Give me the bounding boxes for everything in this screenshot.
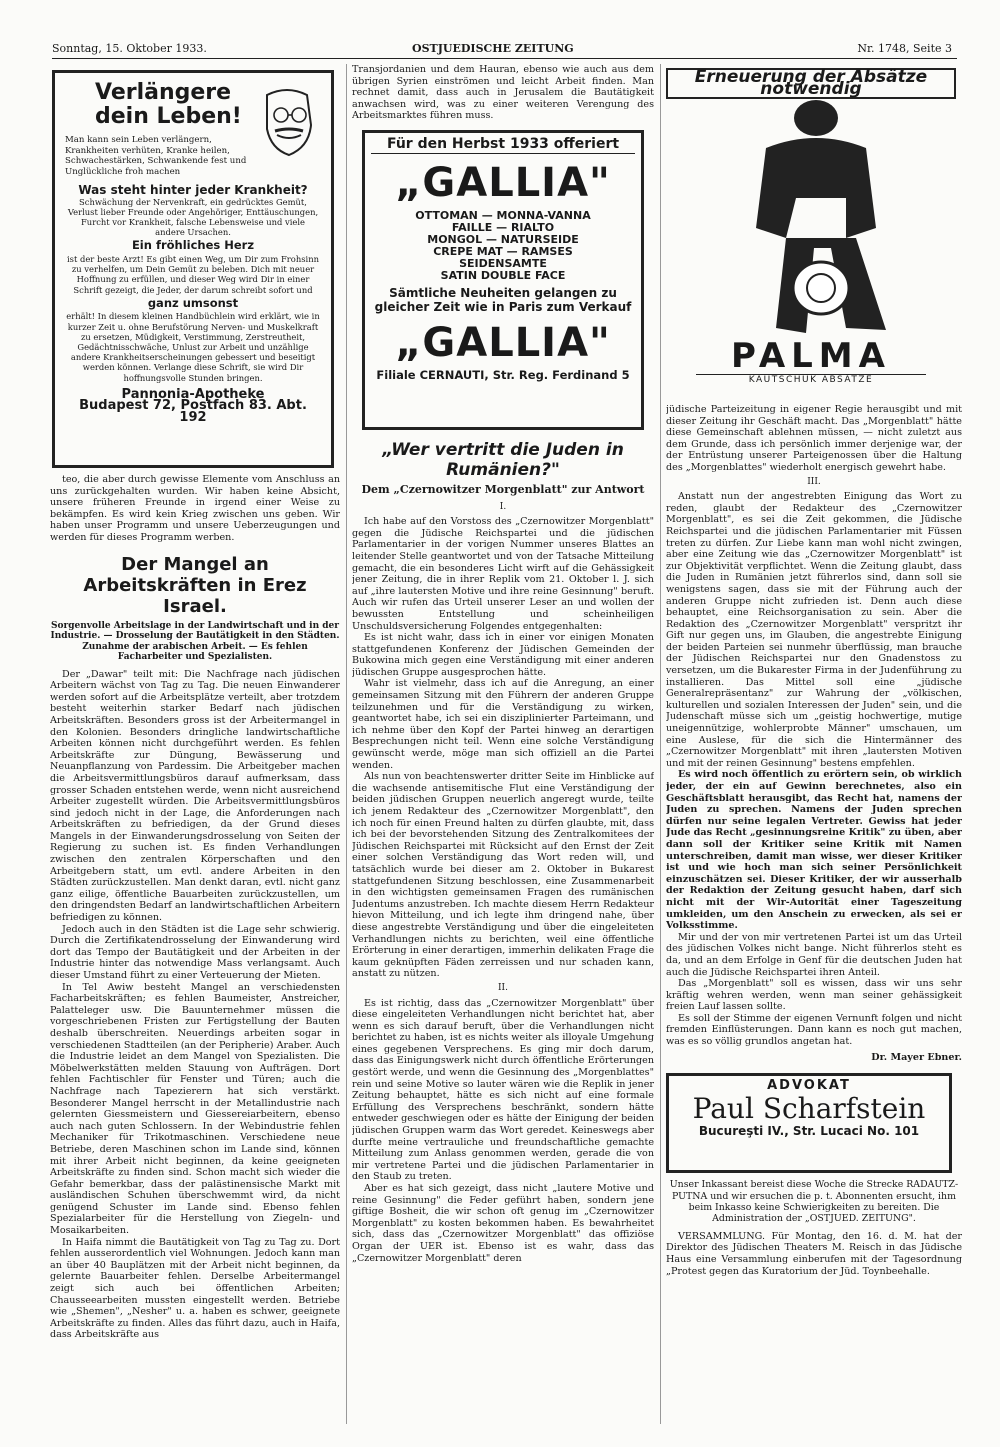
header-rule: [52, 58, 957, 59]
ad-name: Paul Scharfstein: [692, 1091, 926, 1125]
article-title: „Wer vertritt die Juden in Rumänien?": [382, 439, 624, 480]
article-paragraph: Mir und der von mir vertretenen Partei ist um das Urteil des jüdischen Volkes nicht bange. Nicht führerlos steht es da, und an dem Erfolge in Genf für die deutschen Juden hat auch die Jüdische Reichspartei ihren Anteil.: [666, 931, 962, 978]
ad-paragraph: erhält! In diesem kleinen Handbüchlein wird erklärt, wie in kurzer Zeit u. ohne Berufstörung Nerven- und Muskelkraft zu ersetzen, Müdigkeit, Verstimmung, Zerstreutheit, Gedächtnisschwäche, Unlust zur Arbeit und unzählige andere Krankheitserscheinungen gebessert und beseitigt werden können. Verlange diese Schrift, sie wird Dir hoffnungsvolle Stunden bringen.: [66, 311, 320, 383]
article-paragraph: Wahr ist vielmehr, dass ich auf die Anregung, an einer gemeinsamen Sitzung mit den Führern der anderen Gruppe teilzunehmen und für die Verständigung zu wirken, geantwortet habe, ich sei ein disziplinierter Parteimann, und ich nehme über den Kopf der Partei hinweg an derartigen Besprechungen nicht teil. Wenn eine solche Verständigung gewünscht werde, möge man sich offiziell an die Partei wenden.: [352, 678, 654, 771]
article-paragraph: Das „Morgenblatt" soll es wissen, dass wir uns sehr kräftig wehren werden, wenn man seiner gehässigkeit freien Lauf lassen sollte.: [666, 978, 962, 1013]
ad-signature-name: Pannonia-Apotheke: [121, 386, 265, 402]
article-paragraph: Aber es hat sich gezeigt, dass nicht „lautere Motive und reine Gesinnung" die Feder geführt haben, sondern jene giftige Bosheit, die wir schon oft genug im „Czernowitzer Morgenblatt" zu kosten bekommen haben. Es bewahrheitet sich, dass das „Czernowitzer Morgenblatt" das offiziöse Organ der UER ist. Ebenso ist es wahr, dass das „Czernowitzer Morgenblatt" deren: [352, 1183, 654, 1264]
ad-item: CREPE MAT — RAMSES: [433, 244, 573, 258]
article-paragraph: In Tel Awiw besteht Mangel an verschiedensten Facharbeitskräften; es fehlen Baumeister, Anstreicher, Palatteleger usw. Die Bauunternehmer müssen die vorgeschriebenen Fristen zur Fertigstellung der Bauten deshalb überschreiten. Neuerdings arbeiten sogar in verschiedenen Stadtteilen (an der Peripherie) Araber. Auch die Industrie leidet an dem Mangel von Spezialisten. Die Möbelwerkstätten melden Stauung von Aufträgen. Dort fehlen Fachtischler für Fenster und Türen; auch die Nachfrage nach Tapezierern hat sich verstärkt. Besonderer Mangel herrscht in der Metallindustrie nach gelernten Giessmeistern und Giessereiarbeitern, ebenso auch nach guten Schlossern. In der Webindustrie fehlen Mechaniker für Trikotmaschinen. Verschiedene neue Betriebe, deren Maschinen schon im Lande sind, können mit ihrer Arbeit nicht beginnen, da keine geeigneten Arbeitskräfte zu finden sind. Schon macht sich wieder die Gefahr bemerkbar, dass der palästinensische Markt mit ausländischen Schuhen überschwemmt wird, da nicht genügend Schuster im Lande sind. Ebenso fehlen Spezialarbeiter für die Herstellung von Ziegeln- und Mosaikarbeiten.: [50, 981, 340, 1237]
pannonia-ad: [52, 70, 334, 468]
ad-question: Was steht hinter jeder Krankheit?: [78, 183, 308, 197]
notice: Unser Inkassant bereist diese Woche die Strecke RADAUTZ-PUTNA und wir ersuchen die p. t. Abonnenten ersucht, ihm beim Inkasso keine Schwierigkeiten zu bereiten. Die Administration der „OSTJUED. ZEITUNG".: [669, 1179, 959, 1225]
man-with-glasses-icon: [257, 85, 319, 161]
ad-headline-2: dein Leben!: [95, 104, 242, 129]
notice: VERSAMMLUNG. Für Montag, den 16. d. M. hat der Direktor des Jüdischen Theaters M. Reisch in das Jüdische Haus eine Versammlung einberufen mit der Tagesordnung „Protest gegen das Kuratorium der Jüd. Toynbeehalle.: [666, 1230, 962, 1277]
ad-heart-line: Ein fröhliches Herz: [131, 238, 255, 253]
ad-signature-address: Budapest 72, Postfach 83. Abt. 192: [79, 398, 307, 426]
article-paragraph: Es wird noch öffentlich zu erörtern sein, ob wirklich jeder, der ein auf Gewinn berechnetes, also ein Geschäftsblatt herausgibt, das Recht hat, namens der Juden zu sprechen. Namens der Juden sprechen dürfen nur seine legalen Vertreter. Gewiss hat jeder Jude das Recht „gesinnungsreine Kritik" zu üben, aber dann soll der Kritiker seine Kritik mit Namen unterschreiben, damit man wisse, wer dieser Kritiker ist und wie hoch man sich seiner Persönlichkeit einzuschätzen sei. Dieser Kritiker, der wir ausserhalb der Redaktion der Zeitung gesucht haben, darf sich nicht mit der Wir-Autorität einer Tageszeitung umkleiden, um den Anschein zu erwecken, als sei er Volksstimme.: [666, 769, 962, 932]
section-number: I.: [499, 501, 507, 512]
article-title: Der Mangel an Arbeitskräften in Erez Israel.: [83, 553, 307, 617]
article-paragraph: Es ist richtig, dass das „Czernowitzer Morgenblatt" über diese eingeleiteten Verhandlungen nicht berichtet hat, aber wenn es sich darauf beruft, über die Verhandlungen nicht berichtet zu haben, ist es nichts weiter als illoyale Umgehung eines gegebenen Versprechens. Es ging mir doch darum, dass das Einigungswerk nicht durch öffentliche Erörterungen gestört werde, und wenn die Gesinnung des „Morgenblattes" rein und seine Motive so lauter wären wie die Replik in jener Zeitung behauptet, hätte es sich nicht auf eine formale Erfüllung des Versprechens beschränkt, sondern hätte entweder geschwiegen oder es hätte der Einigung der beiden jüdischen Gruppen warm das Wort geredet. Keineswegs aber durfte meine vertrauliche und freundschaftliche gemachte Mitteilung zum Anlass genommen werden, gerade die von mir vertretene Partei und die jüdischen Parlamentarier in den Staub zu treten.: [352, 997, 654, 1183]
gallia-ad: [362, 130, 644, 430]
ad-address: Bucureşti IV., Str. Lucaci No. 101: [698, 1123, 920, 1138]
ad-headline-1: Verlängere: [95, 80, 232, 105]
article-paragraph: Ich habe auf den Vorstoss des „Czernowitzer Morgenblatt" gegen die Jüdische Reichspartei und die jüdischen Parlamentarier in der vorigen Nummer unseres Blattes an leitender Stelle geantwortet und von der Tatsache Mitteilung gemacht, die ein besonderes Licht wirft auf die Gehässigkeit jener Zeitung, die in ihrer Replik vom 21. Oktober l. J. sich auf „ihre lautersten Motive und ihre reine Gesinnung" beruft. Auch wir rufen das Urteil unserer Leser an und wollen der bewussten Entstellung und scheinheiligen Unschuldsversicherung Folgendes entgegenhalten:: [352, 516, 654, 632]
ad-item: OTTOMAN — MONNA-VANNA: [415, 208, 591, 222]
advokat-ad: [666, 1073, 952, 1173]
article-deck: Sorgenvolle Arbeitslage in der Landwirtschaft und in der Industrie. — Drosselung der Bautätigkeit in den Städten. Zunahme der arabischen Arbeit. — Es fehlen Facharbeiter und Spezialisten.: [50, 620, 340, 663]
article-paragraph: Anstatt nun der angestrebten Einigung das Wort zu reden, glaubt der Redakteur des „Czernowitzer Morgenblatt", es sei die Zeit gekommen, die Jüdische Reichspartei und die jüdischen Parlamentarier mit Füssen treten zu dürfen. Zur Liebe kann man wohl nicht zwingen, aber eine Zeitung wie das „Czernowitzer Morgenblatt" ist zur Objektivität verpflichtet. Wenn die Zeitung glaubt, dass die Juden in Rumänien jetzt führerlos sind, dann soll sie wenigstens sagen, dass sie mit der Führung auch der anderen Gruppe nicht zufrieden ist. Denn auch diese behauptet, eine Reichsorganisation zu sein. Aber die Redaktion des „Czernowitzer Morgenblatt" verspritzt ihr Gift nur gegen uns, im Glauben, die angestrebte Einigung der beiden Parteien sei nunmehr überflüssig, man brauche der Jüdischen Reichspartei nur den Gnadenstoss zu versetzen, um die Bukarester Firma in der Judenführung zu installieren. Das Mittel soll eine „jüdische Generalrepräsentanz" zur Wahrung der „völkischen, kulturellen und sozialen Interessen der Juden" sein, und die Judenschaft müsse sich um „geistig hochwertige, mutige uneigennützige, wohlerprobte Männer" umschauen, um eine Auslese, für die sich die Hintermänner des „Czernowitzer Morgenblatt" mit ihren „lautersten Motiven und mit der reinen Gesinnung" bestens empfehlen.: [666, 491, 962, 769]
ad-free-line: ganz umsonst: [147, 295, 239, 310]
article-paragraph: Der „Dawar" teilt mit: Die Nachfrage nach jüdischen Arbeitern wächst von Tag zu Tag. Die neuen Einwanderer werden sofort auf die Arbeitsplätze verteilt, aber trotzdem besteht weiterhin starker Bedarf nach jüdischen Arbeitskräften. Besonders gross ist der Arbeitermangel in den Kolonien. Besonders dringliche landwirtschaftliche Arbeiten können nicht durchgeführt werden. Es fehlen Arbeitskräfte zur Düngung, Bewässerung und Neuanpflanzung von Pardessim. Die Arbeitgeber machen die Arbeitsvermittlungsbüros darauf aufmerksam, dass grosser Schaden entstehen werde, wenn nicht ausreichend Arbeiter zugestellt würden. Die Arbeitsvermittlungsbüros sind jedoch nicht in der Lage, die Anforderungen nach Arbeitskräften zu befriedigen, da der Grund dieses Mangels in der Einwanderungsdrosselung von Seiten der Regierung zu suchen ist. Es finden Verhandlungen zwischen den zentralen Körperschaften und den Arbeitgebern statt, um evtl. andere Arbeiten in den Städten zurückzustellen. Man denkt daran, evtl. nicht ganz ganz eilige, öffentliche Bauarbeiten zurückzustellen, um den dringendsten Bedarf an landwirtschaftlichen Arbeitern befriedigen zu können.: [50, 668, 340, 924]
paper-name: OSTJUEDISCHE ZEITUNG: [412, 42, 574, 55]
column-1: [50, 64, 340, 1429]
ad-brand: „GALLIA": [395, 319, 611, 366]
ad-item: FAILLE — RIALTO: [451, 220, 555, 234]
ad-top-line: Für den Herbst 1933 offeriert: [371, 139, 635, 154]
article-paragraph: Jedoch auch in den Städten ist die Lage sehr schwierig. Durch die Zertifikatendrosselung der Einwanderung wird dort das Tempo der Bautätigkeit und der Arbeiten in der Industrie hinter das notwendige Mass verlangsamt. Auch dieser Umstand führt zu einer Verteuerung der Mieten.: [50, 923, 340, 981]
palma-ad: [666, 68, 956, 398]
issue-number: Nr. 1748, Seite 3: [857, 42, 952, 55]
article-continuation: Transjordanien und dem Hauran, ebenso wie auch aus dem übrigen Syrien einströmen und leicht Arbeit finden. Man rechnet damit, dass auch in Jerusalem die Bautätigkeit anwachsen wird, was zu einer weiteren Verengung des Arbeitsmarktes führen muss.: [352, 64, 654, 122]
ad-brand: PALMA: [731, 336, 891, 376]
ad-label: ADVOKAT: [767, 1078, 851, 1094]
column-3: [666, 64, 962, 1429]
issue-date: Sonntag, 15. Oktober 1933.: [52, 42, 207, 55]
article-paragraph: Als nun von beachtenswerter dritter Seite im Hinblicke auf die wachsende antisemitische Flut eine Verständigung der beiden jüdischen Gruppen neuerlich angeregt wurde, teilte ich jenem Redakteur des „Czernowitzer Morgenblatt", den ich noch für einen Freund halten zu dürfen glaubte, mit, dass ich bei der bevorstehenden Sitzung des Zentralkomitees der Jüdischen Reichspartei mit Rücksicht auf den Ernst der Zeit einer solchen Verständigung das Wort reden will, und tatsächlich wurde bei dieser am 2. Oktober in Bukarest stattgefundenen Sitzung beschlossen, eine Zusammenarbeit in den wichtigsten gemeinsamen Fragen des rumänischen Judentums anzustreben. Ich machte diesem Herrn Redakteur hievon Mitteilung, und ich legte ihm dringend nahe, über diese angestrebte Verständigung und über die eingeleiteten Verhandlungen nichts zu berichten, weil eine öffentliche Erörterung in einer derartigen, immerhin delikaten Frage die kaum geknüpften Fäden zerreissen und nur schaden kann, anstatt zu nützen.: [352, 771, 654, 980]
column-rule: [660, 64, 661, 1424]
article-paragraph: Es soll der Stimme der eigenen Vernunft folgen und nicht fremden Einflüsterungen. Dann kann es noch gut machen, was es so völlig grundlos angetan hat.: [666, 1012, 962, 1048]
column-rule: [346, 64, 347, 1424]
ad-headline: Erneuerung der Absätze notwendig: [666, 68, 956, 99]
ad-footer: Filiale CERNAUTI, Str. Reg. Ferdinand 5: [376, 367, 630, 382]
ad-item: SATIN DOUBLE FACE: [440, 268, 566, 282]
ad-item: MONGOL — NATURSEIDE: [427, 232, 579, 246]
article-paragraph: jüdische Parteizeitung in eigener Regie herausgibt und mit dieser Zeitung ihr Geschäft macht. Das „Morgenblatt" hätte diese Gemeinschaft ablehnen müssen, — nicht zuletzt aus dem Grunde, dass ich persönlich immer derjenige war, der der Entrüstung unserer Parteigenossen über die Haltung des „Morgenblattes" wiederholt energisch gewehrt habe.: [666, 404, 962, 473]
ad-paragraph: ist der beste Arzt! Es gibt einen Weg, um Dir zum Frohsinn zu verhelfen, um Dein Gemüt zu beleben. Dich mit neuer Hoffnung zu erfüllen, und dieser Weg wird Dir in einer Schrift gezeigt, die Jeder, der darum schreibt sofort und: [66, 254, 320, 295]
article-subtitle: Dem „Czernowitzer Morgenblatt" zur Antwort: [361, 482, 645, 496]
ad-paragraph: Schwächung der Nervenkraft, ein gedrücktes Gemüt, Verlust lieber Freunde oder Angehöriger, Enttäuschungen, Furcht vor Krankheit, falsche Lebensweise und viele andere Ursachen.: [67, 196, 319, 238]
ad-tagline: KAUTSCHUK ABSÄTZE: [696, 374, 926, 387]
article-signature: Dr. Mayer Ebner.: [871, 1051, 962, 1063]
ad-brand: „GALLIA": [395, 159, 611, 206]
article-paragraph: In Haifa nimmt die Bautätigkeit von Tag zu Tag zu. Dort fehlen ausserordentlich viel Wohnungen. Jedoch kann man an über 40 Bauplätzen mit der Arbeit nicht beginnen, da gelernte Bauarbeiter fehlen. Derselbe Arbeitermangel zeigt sich auch bei öffentlichen Arbeiten; Chausseearbeiten mussten eingestellt werden. Betriebe wie „Shemen", „Nesher" u. a. haben es schwer, geeignete Arbeitskräfte zu finden. Alles das führt dazu, auch in Haifa, dass Arbeitskräfte aus: [50, 1236, 340, 1341]
ad-item: SEIDENSAMTE: [459, 256, 547, 270]
article-continuation: teo, die aber durch gewisse Elemente vom Anschluss an uns zurückgehalten wurden. Wir haben keine Absicht, unsere früheren Freunde in irgend einer Weise zu bekämpfen. Es wird kein Krieg zwischen uns geben. Wir haben unser Programm und unsere Ueberzeugungen und werden für dieses Programm werben.: [50, 474, 340, 543]
section-number: III.: [807, 476, 821, 487]
article-paragraph: Es ist nicht wahr, dass ich in einer vor einigen Monaten stattgefundenen Konferenz der Jüdischen Gemeinden der Bukowina mich gegen eine Verständigung mit einer anderen jüdischen Gruppe ausgesprochen hätte.: [352, 632, 654, 678]
page-header: [52, 42, 952, 58]
ad-middle-line: Sämtliche Neuheiten gelangen zu gleicher Zeit wie in Paris zum Verkauf: [374, 285, 632, 314]
ad-intro: Man kann sein Leben verlängern, Krankheiten verhüten, Kranke heilen, Schwachestärken, Schwankende fest und Unglückliche froh machen: [65, 135, 247, 177]
section-number: II.: [498, 982, 508, 993]
column-2: [352, 64, 654, 1429]
man-with-boot-heel-icon: [696, 98, 926, 338]
